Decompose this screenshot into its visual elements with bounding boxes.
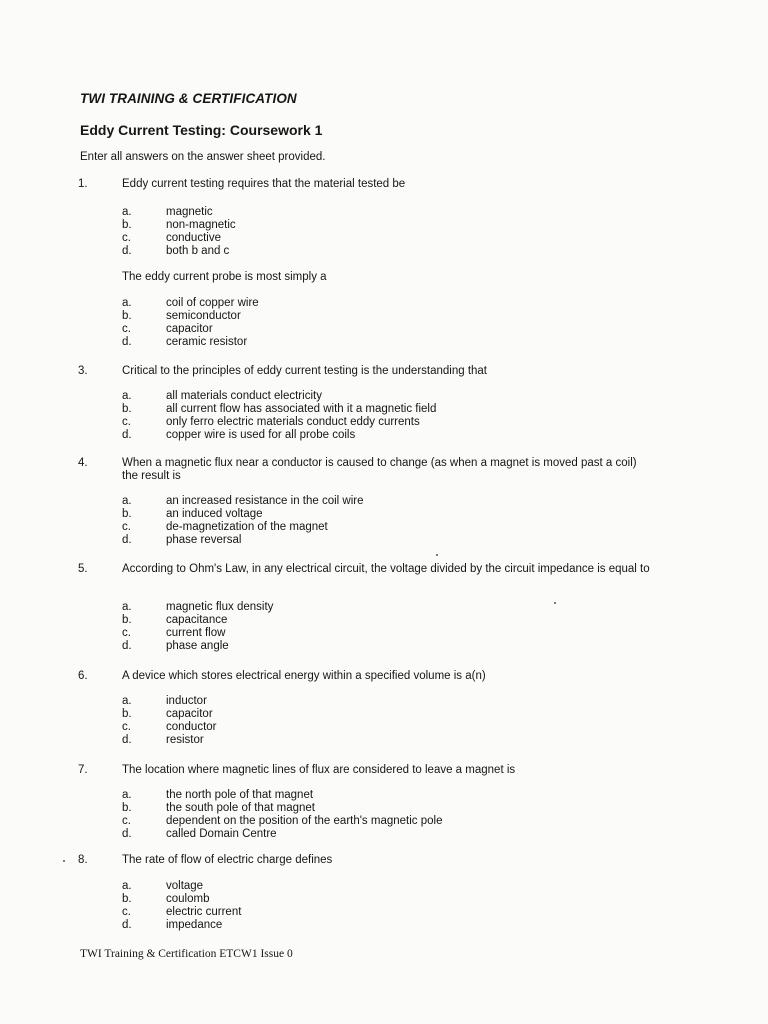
- option-letter: b.: [122, 403, 132, 415]
- option-text: capacitor: [166, 323, 213, 335]
- option-b: [0, 508, 768, 521]
- option-letter: a.: [122, 206, 132, 218]
- option-letter: c.: [122, 627, 131, 639]
- option-a: [0, 789, 768, 802]
- option-letter: c.: [122, 906, 131, 918]
- option-text: electric current: [166, 906, 242, 918]
- option-text: magnetic: [166, 206, 213, 218]
- page-footer: TWI Training & Certification ETCW1 Issue 0: [80, 948, 293, 960]
- option-letter: d.: [122, 429, 132, 441]
- option-letter: d.: [122, 245, 132, 257]
- scan-speck: [436, 554, 438, 556]
- option-letter: a.: [122, 390, 132, 402]
- option-text: semiconductor: [166, 310, 241, 322]
- question-text: The location where magnetic lines of flux are considered to leave a magnet is: [122, 764, 516, 776]
- option-letter: b.: [122, 310, 132, 322]
- option-text: all materials conduct electricity: [166, 390, 322, 402]
- option-text: both b and c: [166, 245, 230, 257]
- option-letter: b.: [122, 802, 132, 814]
- option-text: capacitor: [166, 708, 213, 720]
- option-a: [0, 390, 768, 403]
- option-text: non-magnetic: [166, 219, 236, 231]
- option-letter: b.: [122, 893, 132, 905]
- option-d: [0, 919, 768, 932]
- option-text: de-magnetization of the magnet: [166, 521, 328, 533]
- question-number: 3.: [78, 365, 88, 377]
- instructions-text: Enter all answers on the answer sheet provided.: [80, 151, 326, 163]
- option-letter: a.: [122, 695, 132, 707]
- option-text: capacitance: [166, 614, 228, 626]
- option-letter: d.: [122, 640, 132, 652]
- option-a: [0, 297, 768, 310]
- option-letter: c.: [122, 721, 131, 733]
- option-d: [0, 640, 768, 653]
- question-number: 8.: [78, 854, 88, 866]
- option-b: [0, 403, 768, 416]
- option-b: [0, 802, 768, 815]
- question-text: A device which stores electrical energy within a specified volume is a(n): [122, 670, 486, 682]
- question-text: Critical to the principles of eddy current testing is the understanding that: [122, 365, 488, 377]
- option-a: [0, 601, 768, 614]
- option-letter: c.: [122, 323, 131, 335]
- option-text: the south pole of that magnet: [166, 802, 315, 814]
- option-letter: d.: [122, 534, 132, 546]
- option-d: [0, 734, 768, 747]
- question-number: 7.: [78, 764, 88, 776]
- option-text: an induced voltage: [166, 508, 263, 520]
- option-a: [0, 206, 768, 219]
- question-text: Eddy current testing requires that the material tested be: [122, 178, 406, 190]
- option-letter: a.: [122, 789, 132, 801]
- option-c: [0, 521, 768, 534]
- option-b: [0, 219, 768, 232]
- question-number: 5.: [78, 563, 88, 575]
- option-letter: b.: [122, 508, 132, 520]
- option-d: [0, 828, 768, 841]
- question-number: 4.: [78, 457, 88, 469]
- scan-speck: [554, 602, 556, 604]
- question-number: 1.: [78, 178, 88, 190]
- option-letter: d.: [122, 734, 132, 746]
- organization-title: TWI TRAINING & CERTIFICATION: [80, 91, 297, 106]
- option-letter: d.: [122, 828, 132, 840]
- option-text: voltage: [166, 880, 204, 892]
- option-c: [0, 721, 768, 734]
- option-text: coil of copper wire: [166, 297, 259, 309]
- question-number: 6.: [78, 670, 88, 682]
- option-c: [0, 906, 768, 919]
- option-a: [0, 495, 768, 508]
- option-text: conductive: [166, 232, 221, 244]
- question-text: The eddy current probe is most simply a: [122, 271, 327, 283]
- option-text: copper wire is used for all probe coils: [166, 429, 356, 441]
- option-letter: b.: [122, 219, 132, 231]
- option-text: resistor: [166, 734, 204, 746]
- option-letter: a.: [122, 880, 132, 892]
- option-b: [0, 708, 768, 721]
- question-text: When a magnetic flux near a conductor is caused to change (as when a magnet is moved past a coil) the result is: [122, 457, 637, 482]
- option-letter: c.: [122, 521, 131, 533]
- option-text: impedance: [166, 919, 223, 931]
- option-text: phase reversal: [166, 534, 242, 546]
- option-text: ceramic resistor: [166, 336, 248, 348]
- option-c: [0, 323, 768, 336]
- option-text: the north pole of that magnet: [166, 789, 314, 801]
- option-letter: d.: [122, 919, 132, 931]
- option-d: [0, 245, 768, 258]
- option-c: [0, 232, 768, 245]
- option-text: only ferro electric materials conduct eddy currents: [166, 416, 420, 428]
- option-d: [0, 534, 768, 547]
- option-letter: a.: [122, 495, 132, 507]
- option-text: an increased resistance in the coil wire: [166, 495, 364, 507]
- option-letter: a.: [122, 601, 132, 613]
- option-b: [0, 614, 768, 627]
- document-title: Eddy Current Testing: Coursework 1: [80, 122, 323, 138]
- option-letter: c.: [122, 416, 131, 428]
- option-text: dependent on the position of the earth's magnetic pole: [166, 815, 443, 827]
- option-d: [0, 336, 768, 349]
- option-text: conductor: [166, 721, 217, 733]
- option-text: inductor: [166, 695, 207, 707]
- option-c: [0, 627, 768, 640]
- question-text: According to Ohm's Law, in any electrical circuit, the voltage divided by the circuit impedance is equal to: [122, 563, 650, 575]
- option-text: phase angle: [166, 640, 229, 652]
- option-letter: b.: [122, 708, 132, 720]
- option-text: current flow: [166, 627, 226, 639]
- option-a: [0, 695, 768, 708]
- option-letter: a.: [122, 297, 132, 309]
- option-letter: c.: [122, 815, 131, 827]
- option-letter: d.: [122, 336, 132, 348]
- option-c: [0, 815, 768, 828]
- option-b: [0, 310, 768, 323]
- option-b: [0, 893, 768, 906]
- option-text: coulomb: [166, 893, 210, 905]
- option-text: magnetic flux density: [166, 601, 274, 613]
- option-letter: b.: [122, 614, 132, 626]
- option-d: [0, 429, 768, 442]
- option-text: called Domain Centre: [166, 828, 277, 840]
- option-a: [0, 880, 768, 893]
- option-c: [0, 416, 768, 429]
- option-letter: c.: [122, 232, 131, 244]
- option-text: all current flow has associated with it a magnetic field: [166, 403, 437, 415]
- scan-speck: [63, 860, 65, 862]
- question-text: The rate of flow of electric charge defines: [122, 854, 333, 866]
